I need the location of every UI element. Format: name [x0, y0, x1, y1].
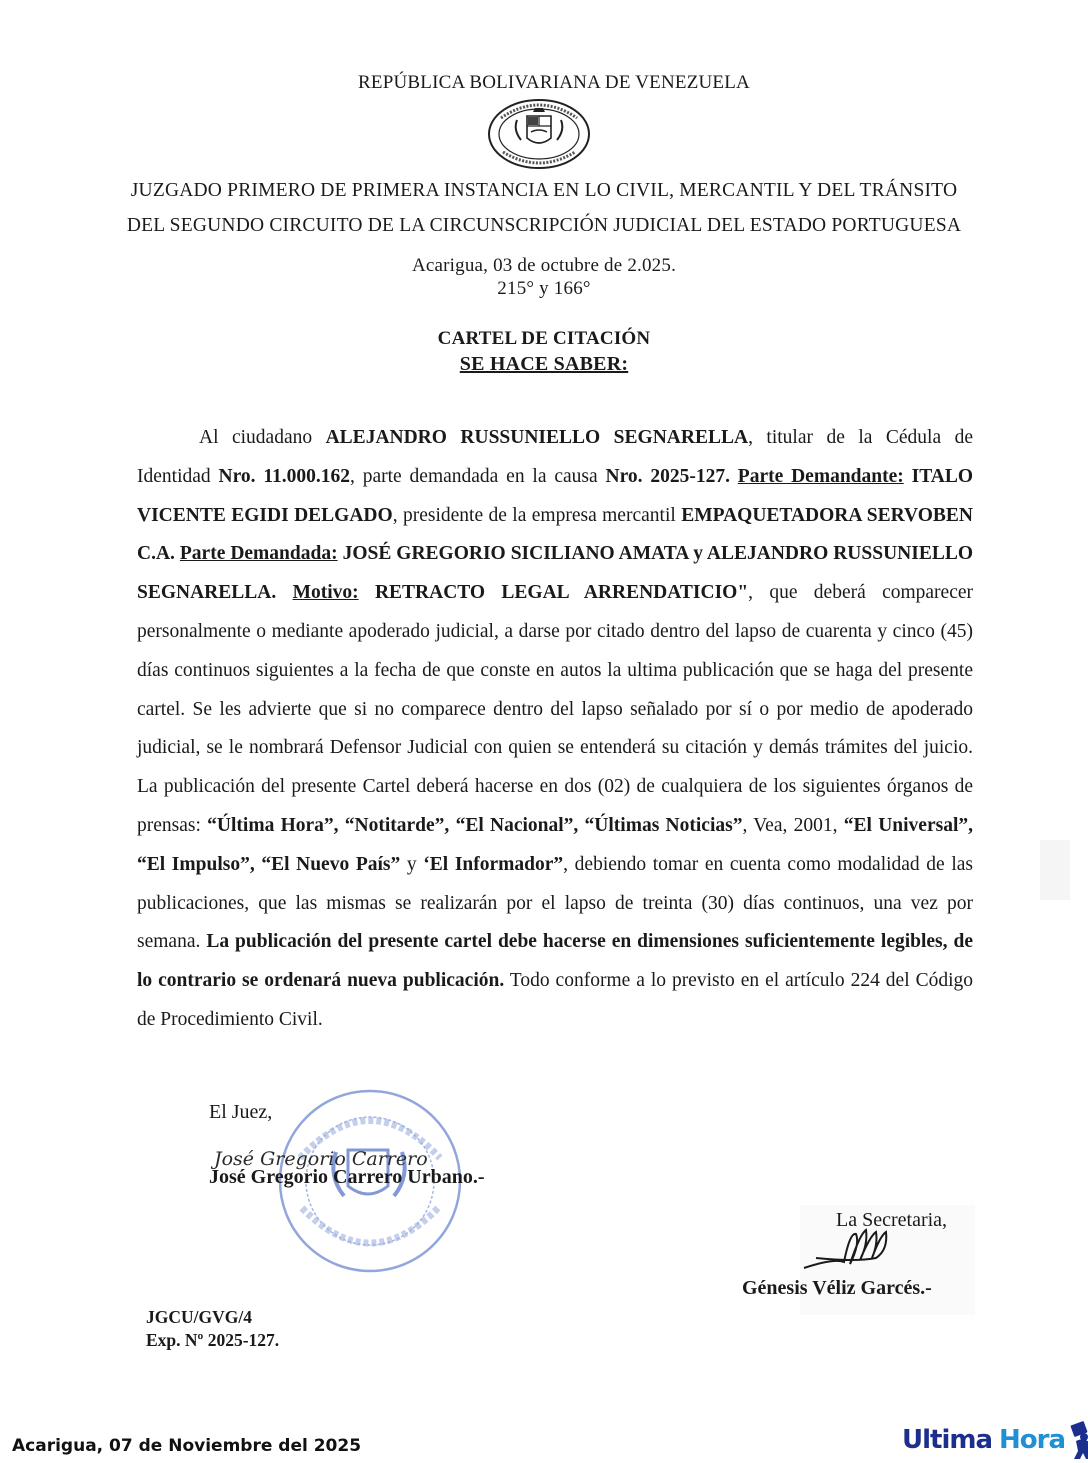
file-number: Exp. Nº 2025-127. [146, 1330, 280, 1350]
judge-label: El Juez, [209, 1101, 273, 1123]
body-text-segment: y [400, 853, 424, 875]
scan-artifact [1040, 840, 1070, 900]
judge-handwritten-signature: José Gregorio Carrero [214, 1148, 428, 1170]
citation-body [137, 419, 973, 1040]
judge-name: José Gregorio Carrero Urbano.- [209, 1166, 485, 1188]
body-text-segment: , titular de la Cédula de Identidad [137, 427, 974, 487]
motive: RETRACTO LEGAL ARRENDATICIO" [374, 582, 749, 604]
body-text-segment: , presidente de la empresa mercantil [392, 504, 682, 526]
secretary-label: La Secretaria, [836, 1209, 948, 1231]
coat-of-arms-icon [487, 98, 591, 170]
logo-text-ultima: Ultima [902, 1425, 993, 1455]
document-title: CARTEL DE CITACIÓN [437, 328, 651, 349]
document-subtitle [0, 353, 1088, 376]
newspapers-list-b: “El Universal”, “El Impulso”, “El Nuevo País” [137, 814, 973, 875]
motive-label: Motivo: [292, 582, 359, 604]
place-date: Acarigua, 03 de octubre de 2.025. [411, 255, 677, 276]
defendants-label: Parte Demandada: [179, 543, 338, 565]
newsboy-mascot-icon [1066, 1421, 1088, 1459]
reference-initials: JGCU/GVG/4 [146, 1307, 252, 1327]
body-text-segment: , parte demandada en la causa [350, 465, 606, 487]
newspapers-list-c: ‘El Informador” [423, 853, 564, 875]
newspapers-list-a: “Última Hora”, “Notitarde”, “El Nacional”, “Últimas Noticias” [207, 814, 743, 836]
country-heading: REPÚBLICA BOLIVARIANA DE VENEZUELA [358, 72, 750, 93]
defendant-name: ALEJANDRO RUSSUNIELLO SEGNARELLA [325, 427, 749, 448]
plaintiff-label: Parte Demandante: [737, 465, 904, 487]
plaintiff-name: ITALO VICENTE EGIDI DELGADO [137, 465, 974, 526]
court-name-line-1: JUZGADO PRIMERO DE PRIMERA INSTANCIA EN LO CIVIL, MERCANTIL Y DEL TRÁNSITO [130, 180, 958, 201]
id-number: Nro. 11.000.162 [218, 465, 351, 487]
publication-date: Acarigua, 07 de Noviembre del 2025 [12, 1436, 362, 1456]
patriotic-years: 215° y 166° [497, 278, 591, 299]
legibility-notice: La publicación del presente cartel debe hacerse en dimensiones suficientemente legibles, de lo contrario se ordenará nueva publicación. [137, 931, 973, 992]
secretary-name: Génesis Véliz Garcés.- [742, 1277, 932, 1299]
body-text-segment: , debiendo tomar en cuenta como modalidad de las publicaciones, que las mismas se realizarán por el lapso de treinta (30) días continuos, una vez por semana. [137, 853, 974, 953]
logo-text-hora: Hora [999, 1425, 1066, 1455]
court-name-line-2: DEL SEGUNDO CIRCUITO DE LA CIRCUNSCRIPCIÓN JUDICIAL DEL ESTADO PORTUGUESA [126, 215, 962, 236]
handwritten-signature-icon [800, 1222, 920, 1282]
subtitle-text: SE HACE SABER: [459, 353, 629, 375]
defendants-names: JOSÉ GREGORIO SICILIANO AMATA y ALEJANDRO RUSSUNIELLO SEGNARELLA. [137, 543, 974, 604]
body-text-segment: Al ciudadano [199, 427, 326, 448]
case-number: Nro. 2025-127. [605, 465, 730, 487]
body-text-segment: , que deberá comparecer personalmente o mediante apoderado judicial, a darse por citado dentro del lapso de cuarenta y cinco (45) días continuos siguientes a la fecha de que conste en autos la ultima publicación que se haga del presente cartel. Se les advierte que si no comparece dentro del lapso señalado por sí o por medio de apoderado judicial, se le nombrará Defensor Judicial con quien se entenderá su citación y demás trámites del juicio. La publicación del presente Cartel deberá hacerse en dos (02) de cualquiera de los siguientes órganos de prensas: [137, 582, 974, 836]
ultima-hora-logo [902, 1420, 1088, 1460]
company-name: EMPAQUETADORA SERVOBEN C.A. [137, 504, 973, 565]
body-text-segment: Todo conforme a lo previsto en el artículo 224 del Código de Procedimiento Civil. [137, 970, 973, 1030]
body-text-segment: , Vea, 2001, [742, 814, 844, 836]
